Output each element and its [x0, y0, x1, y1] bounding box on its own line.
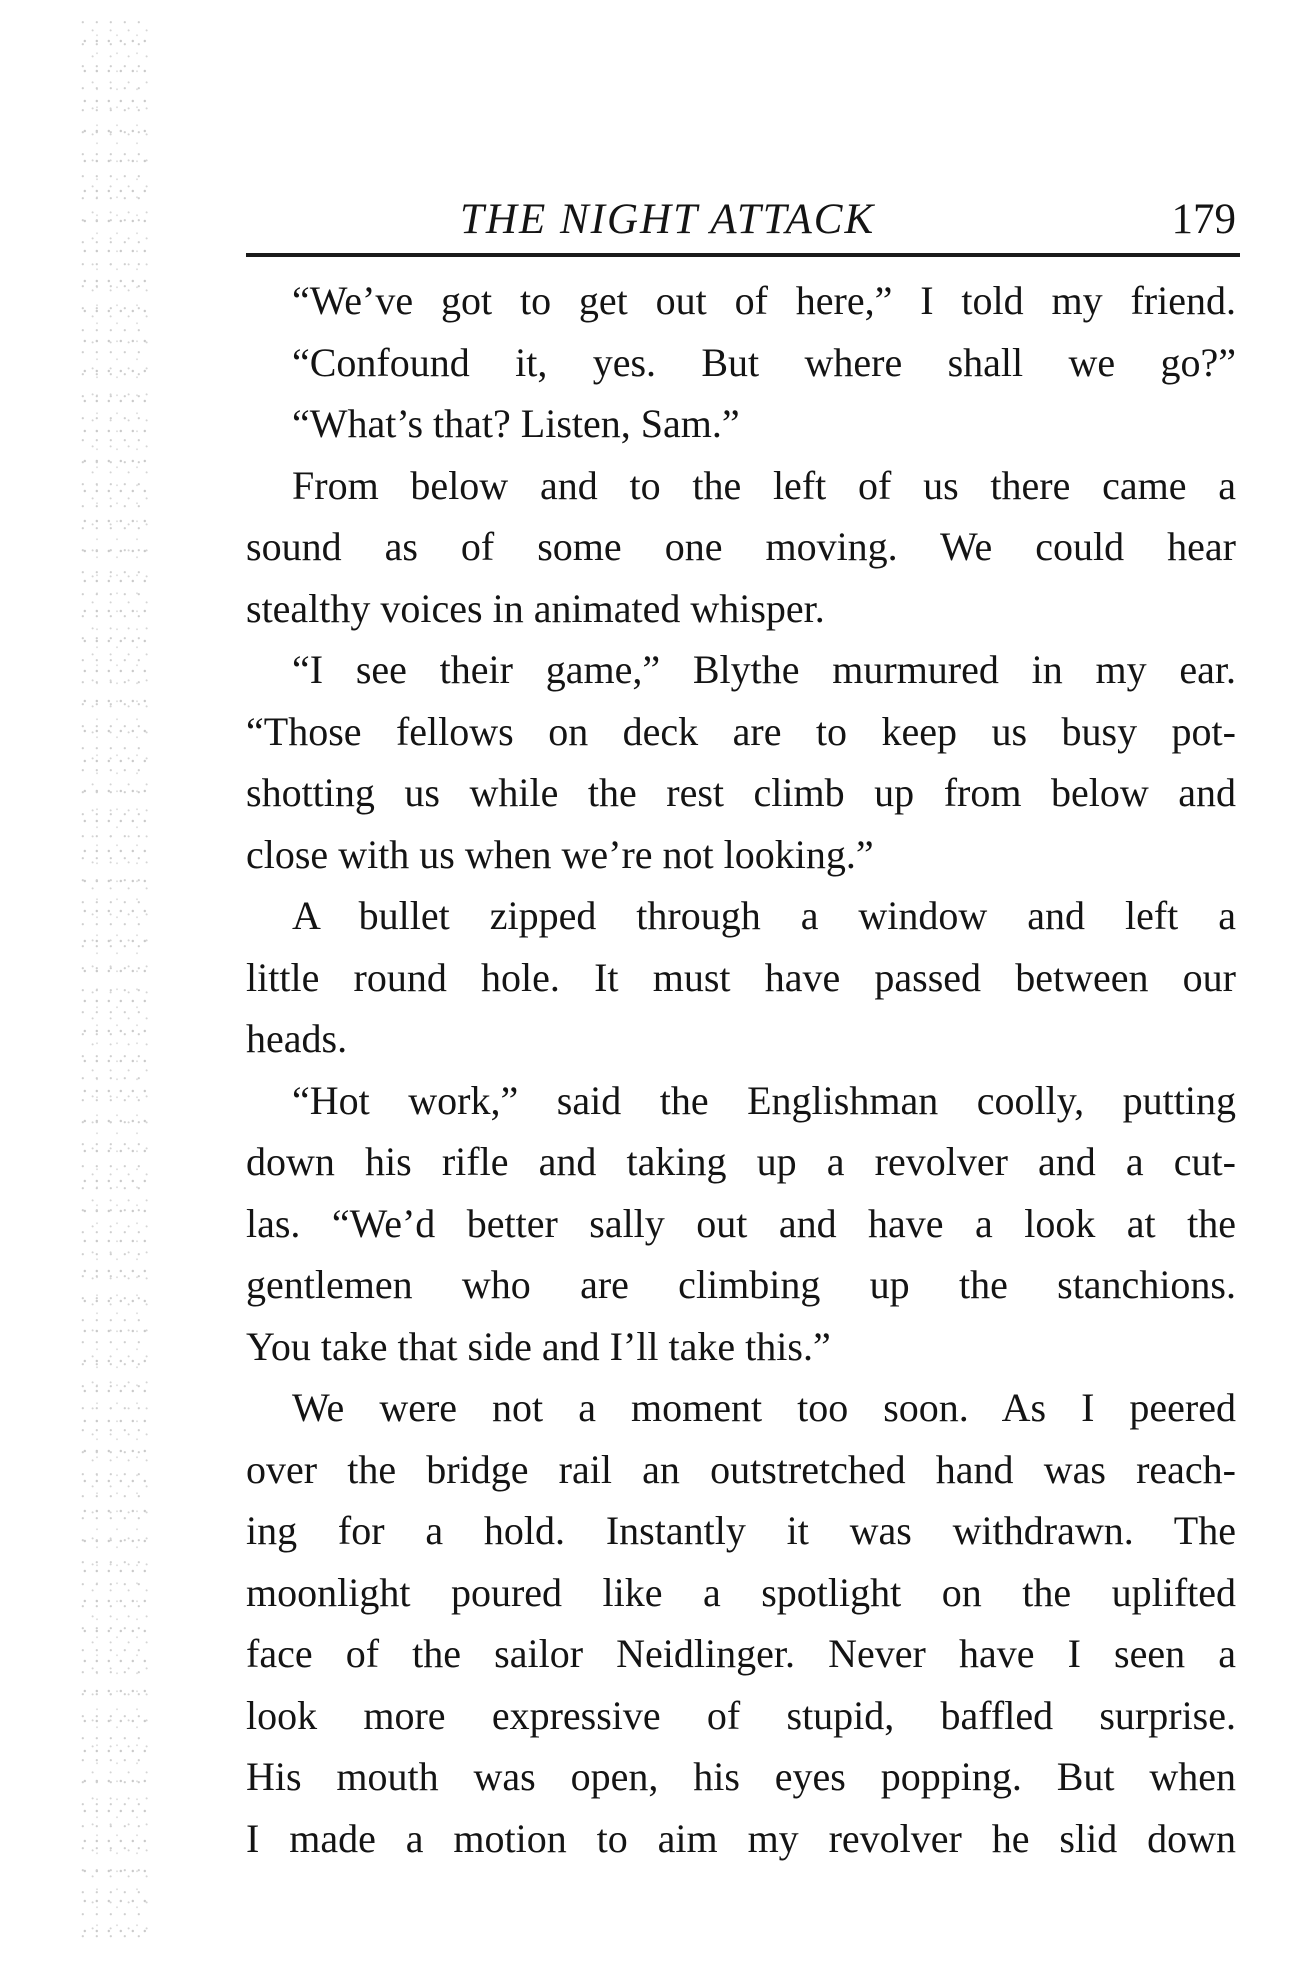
text-line: His mouth was open, his eyes popping. But when [246, 1754, 1236, 1799]
text-line: heads. [246, 1016, 348, 1061]
text-line: sound as of some one moving. We could hear [246, 524, 1236, 569]
body-text [246, 270, 1236, 1869]
text-line: face of the sailor Neidlinger. Never have I seen a [246, 1631, 1236, 1676]
text-line: “We’ve got to get out of here,” I told my friend. [292, 278, 1236, 323]
text-line: close with us when we’re not looking.” [246, 831, 874, 877]
running-title: THE NIGHT ATTACK [460, 196, 876, 243]
text-line: moonlight poured like a spotlight on the uplifted [246, 1569, 1236, 1615]
text-line: look more expressive of stupid, baffled surprise. [246, 1692, 1236, 1738]
text-line: las. “We’d better sally out and have a look at the [246, 1200, 1236, 1246]
running-head [248, 190, 1240, 250]
text-line: I made a motion to aim my revolver he slid down [246, 1815, 1236, 1861]
text-line: gentlemen who are climbing up the stanchions. [246, 1262, 1236, 1307]
header-rule [246, 253, 1240, 257]
text-line: little round hole. It must have passed between our [246, 954, 1236, 1000]
text-line: “What’s that? Listen, Sam.” [292, 401, 740, 446]
text-line: “Those fellows on deck are to keep us busy pot- [246, 708, 1236, 754]
text-line: over the bridge rail an outstretched hand was reach- [246, 1446, 1236, 1492]
text-line: You take that side and I’ll take this.” [246, 1323, 831, 1369]
text-line: shotting us while the rest climb up from below and [246, 770, 1236, 815]
text-line: A bullet zipped through a window and left a [292, 893, 1236, 938]
text-line: “Hot work,” said the Englishman coolly, putting [292, 1077, 1236, 1123]
text-line: From below and to the left of us there came a [292, 462, 1236, 508]
page-number: 179 [1171, 196, 1236, 243]
text-line: stealthy voices in animated whisper. [246, 585, 825, 631]
text-line: ing for a hold. Instantly it was withdrawn. The [246, 1508, 1236, 1553]
text-line: “Confound it, yes. But where shall we go?” [292, 339, 1236, 385]
text-line: We were not a moment too soon. As I peered [292, 1385, 1236, 1430]
text-line: down his rifle and taking up a revolver and a cut- [246, 1139, 1236, 1184]
page-gutter-speckle [80, 20, 150, 1940]
text-line: “I see their game,” Blythe murmured in my ear. [292, 647, 1236, 692]
